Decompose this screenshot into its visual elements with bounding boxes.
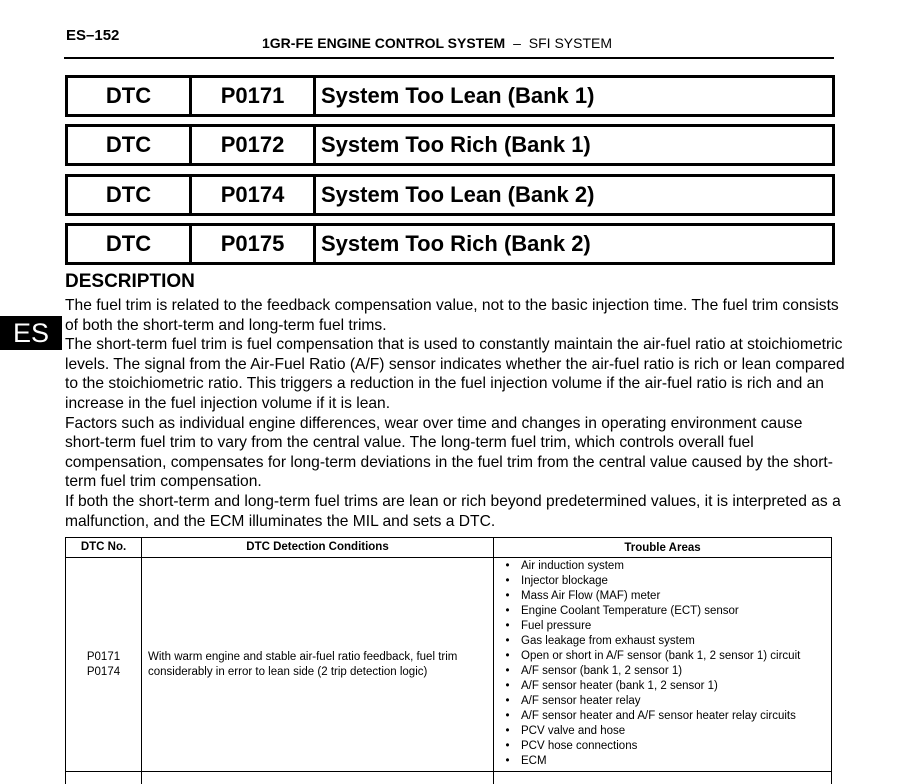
bullet-icon: • [494,559,521,574]
list-item [494,574,831,589]
trouble-area: Fuel pressure [521,619,591,634]
page-number: ES–152 [66,27,119,44]
bullet-icon: • [494,679,521,694]
table-row [66,772,832,784]
dtc-detection-table [65,537,832,784]
description-paragraph: If both the short-term and long-term fuel trims are lean or rich beyond predetermined values, it is interpreted as a malfunction, and the ECM illuminates the MIL and sets a DTC. [65,492,845,531]
description-paragraph: The fuel trim is related to the feedback compensation value, not to the basic injection time. The fuel trim consists of both the short-term and long-term fuel trims. [65,296,845,335]
bullet-icon: • [494,604,521,619]
running-header [262,35,612,51]
bullet-icon: • [494,694,521,709]
trouble-area: Injector blockage [521,574,608,589]
header-rule [64,57,834,59]
dtc-code: P0174 [66,665,141,680]
trouble-area: Engine Coolant Temperature (ECT) sensor [521,604,739,619]
bullet-icon: • [494,574,521,589]
list-item [494,679,831,694]
dtc-box-p0174 [65,174,835,216]
section-subtitle: SFI SYSTEM [529,35,612,51]
dtc-box-p0172 [65,124,835,166]
dtc-codes-cell [66,558,142,772]
trouble-area: A/F sensor heater (bank 1, 2 sensor 1) [521,679,718,694]
dtc-code: P0172 [192,127,316,163]
trouble-area: ECM [521,754,547,769]
table-cell [494,772,832,784]
trouble-area: Gas leakage from exhaust system [521,634,695,649]
bullet-icon: • [494,739,521,754]
dtc-label: DTC [68,127,192,163]
bullet-icon: • [494,589,521,604]
description-paragraph: The short-term fuel trim is fuel compensation that is used to constantly maintain the air-fuel ratio at stoichiometric levels. The signal from the Air-Fuel Ratio (A/F) sensor indicates whether the air-fuel ratio is rich or lean compared to the stoichiometric ratio. This triggers a reduction in the fuel injection volume if the air-fuel ratio is rich and an increase in the fuel injection volume if it is lean. [65,335,845,413]
dtc-code: P0171 [66,650,141,665]
list-item [494,619,831,634]
bullet-icon: • [494,724,521,739]
dtc-title: System Too Lean (Bank 1) [316,78,832,114]
dtc-box-p0175 [65,223,835,265]
list-item [494,649,831,664]
dtc-code: P0175 [192,226,316,262]
header-detection-conditions: DTC Detection Conditions [142,538,494,558]
list-item [494,694,831,709]
dtc-code: P0171 [192,78,316,114]
table-header-row [66,538,832,558]
bullet-icon: • [494,619,521,634]
list-item [494,709,831,724]
dtc-label: DTC [68,177,192,213]
list-item [494,754,831,769]
dtc-label: DTC [68,78,192,114]
dtc-title: System Too Rich (Bank 1) [316,127,832,163]
trouble-area: Open or short in A/F sensor (bank 1, 2 sensor 1) circuit [521,649,800,664]
bullet-icon: • [494,664,521,679]
es-section-tab: ES [0,316,62,350]
trouble-area: PCV hose connections [521,739,637,754]
table-cell [142,772,494,784]
list-item [494,664,831,679]
list-item [494,724,831,739]
dtc-title: System Too Lean (Bank 2) [316,177,832,213]
header-trouble-areas: Trouble Areas [494,538,832,558]
trouble-area: A/F sensor heater relay [521,694,641,709]
list-item [494,559,831,574]
header-dtc-no: DTC No. [66,538,142,558]
trouble-area: Mass Air Flow (MAF) meter [521,589,660,604]
list-item [494,634,831,649]
table-cell [66,772,142,784]
list-item [494,589,831,604]
trouble-areas-cell [494,558,832,772]
bullet-icon: • [494,754,521,769]
dtc-code: P0174 [192,177,316,213]
table-row [66,558,832,772]
dtc-box-p0171 [65,75,835,117]
bullet-icon: • [494,634,521,649]
description-paragraph: Factors such as individual engine differences, wear over time and changes in operating environment cause short-term fuel trim to vary from the central value. The long-term fuel trim, which controls overall fuel compensation, compensates for long-term deviations in the fuel trim from the central value caused by the short- term fuel trim compensation. [65,414,845,492]
bullet-icon: • [494,709,521,724]
list-item [494,739,831,754]
header-separator: – [513,35,521,51]
trouble-area: A/F sensor heater and A/F sensor heater relay circuits [521,709,796,724]
list-item [494,604,831,619]
dtc-label: DTC [68,226,192,262]
trouble-area: A/F sensor (bank 1, 2 sensor 1) [521,664,682,679]
description-body [65,296,845,531]
trouble-area: Air induction system [521,559,624,574]
bullet-icon: • [494,649,521,664]
trouble-areas-list [494,559,831,769]
description-heading: DESCRIPTION [65,271,195,293]
detection-condition-cell: With warm engine and stable air-fuel ratio feedback, fuel trim considerably in error to lean side (2 trip detection logic) [142,558,494,772]
dtc-title: System Too Rich (Bank 2) [316,226,832,262]
section-title: 1GR-FE ENGINE CONTROL SYSTEM [262,35,505,51]
trouble-area: PCV valve and hose [521,724,625,739]
